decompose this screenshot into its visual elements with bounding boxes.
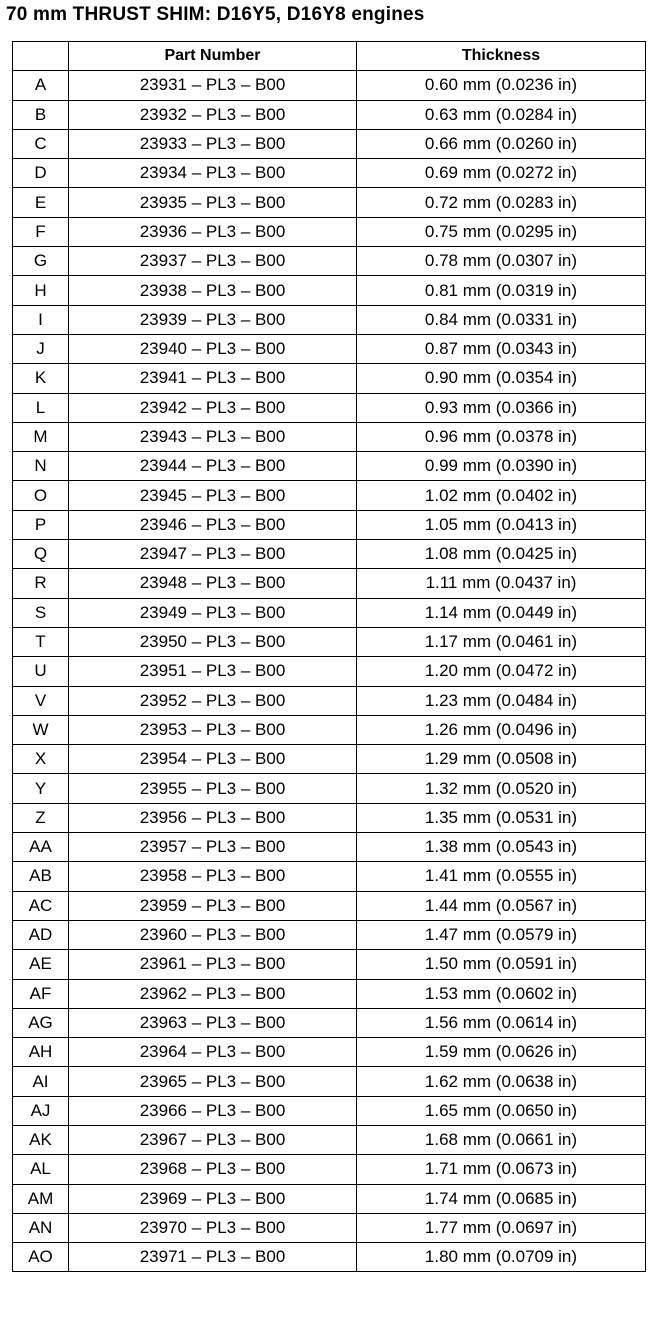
shim-code-cell: AF [13,979,69,1008]
shim-code-cell: AN [13,1213,69,1242]
part-number-cell: 23945 – PL3 – B00 [69,481,357,510]
part-number-cell: 23957 – PL3 – B00 [69,833,357,862]
shim-code-cell: X [13,745,69,774]
part-number-cell: 23951 – PL3 – B00 [69,657,357,686]
thickness-cell: 0.96 mm (0.0378 in) [357,422,646,451]
part-number-cell: 23969 – PL3 – B00 [69,1184,357,1213]
thickness-cell: 1.29 mm (0.0508 in) [357,745,646,774]
thickness-cell: 1.32 mm (0.0520 in) [357,774,646,803]
shim-code-cell: AL [13,1155,69,1184]
shim-code-cell: AD [13,920,69,949]
part-number-cell: 23970 – PL3 – B00 [69,1213,357,1242]
thickness-cell: 1.50 mm (0.0591 in) [357,950,646,979]
part-number-cell: 23946 – PL3 – B00 [69,510,357,539]
table-row [13,1067,646,1096]
part-number-cell: 23942 – PL3 – B00 [69,393,357,422]
shim-code-cell: AC [13,891,69,920]
table-row [13,276,646,305]
header-row [13,42,646,71]
table-row [13,217,646,246]
part-number-cell: 23947 – PL3 – B00 [69,540,357,569]
table-row [13,950,646,979]
shim-code-cell: I [13,305,69,334]
part-number-cell: 23936 – PL3 – B00 [69,217,357,246]
shim-code-cell: D [13,159,69,188]
thickness-cell: 0.87 mm (0.0343 in) [357,334,646,363]
shim-code-cell: Y [13,774,69,803]
page-title: 70 mm THRUST SHIM: D16Y5, D16Y8 engines [6,4,425,25]
part-number-cell: 23955 – PL3 – B00 [69,774,357,803]
table-row [13,1096,646,1125]
table-row [13,569,646,598]
shim-code-cell: AI [13,1067,69,1096]
table-row [13,1008,646,1037]
shim-code-cell: R [13,569,69,598]
shim-code-cell: O [13,481,69,510]
thickness-cell: 1.77 mm (0.0697 in) [357,1213,646,1242]
shim-code-cell: AH [13,1038,69,1067]
shim-code-cell: L [13,393,69,422]
part-number-cell: 23937 – PL3 – B00 [69,247,357,276]
thickness-cell: 0.69 mm (0.0272 in) [357,159,646,188]
part-number-cell: 23948 – PL3 – B00 [69,569,357,598]
thrust-shim-table [12,41,646,1272]
thickness-cell: 1.08 mm (0.0425 in) [357,540,646,569]
table-row [13,540,646,569]
shim-code-cell: T [13,627,69,656]
thickness-cell: 1.68 mm (0.0661 in) [357,1125,646,1154]
table-row [13,715,646,744]
header-part-number: Part Number [69,42,357,71]
thickness-cell: 0.99 mm (0.0390 in) [357,452,646,481]
shim-code-cell: V [13,686,69,715]
shim-code-cell: S [13,598,69,627]
thickness-cell: 1.11 mm (0.0437 in) [357,569,646,598]
part-number-cell: 23943 – PL3 – B00 [69,422,357,451]
shim-code-cell: Q [13,540,69,569]
table-row [13,481,646,510]
thickness-cell: 0.66 mm (0.0260 in) [357,129,646,158]
table-row [13,1243,646,1272]
shim-code-cell: C [13,129,69,158]
table-row [13,100,646,129]
shim-code-cell: A [13,71,69,100]
shim-code-cell: F [13,217,69,246]
part-number-cell: 23941 – PL3 – B00 [69,364,357,393]
table-row [13,833,646,862]
part-number-cell: 23944 – PL3 – B00 [69,452,357,481]
table-row [13,129,646,158]
shim-code-cell: E [13,188,69,217]
thickness-cell: 1.53 mm (0.0602 in) [357,979,646,1008]
thickness-cell: 1.56 mm (0.0614 in) [357,1008,646,1037]
table-row [13,657,646,686]
part-number-cell: 23952 – PL3 – B00 [69,686,357,715]
table-row [13,1213,646,1242]
part-number-cell: 23967 – PL3 – B00 [69,1125,357,1154]
shim-code-cell: U [13,657,69,686]
part-number-cell: 23962 – PL3 – B00 [69,979,357,1008]
table-row [13,305,646,334]
shim-code-cell: G [13,247,69,276]
part-number-cell: 23964 – PL3 – B00 [69,1038,357,1067]
thickness-cell: 1.62 mm (0.0638 in) [357,1067,646,1096]
table-row [13,1155,646,1184]
table-row [13,862,646,891]
thickness-cell: 0.90 mm (0.0354 in) [357,364,646,393]
thickness-cell: 1.41 mm (0.0555 in) [357,862,646,891]
table-row [13,364,646,393]
shim-code-cell: H [13,276,69,305]
thickness-cell: 1.14 mm (0.0449 in) [357,598,646,627]
part-number-cell: 23968 – PL3 – B00 [69,1155,357,1184]
shim-code-cell: AO [13,1243,69,1272]
shim-code-cell: W [13,715,69,744]
part-number-cell: 23963 – PL3 – B00 [69,1008,357,1037]
part-number-cell: 23940 – PL3 – B00 [69,334,357,363]
thickness-cell: 0.63 mm (0.0284 in) [357,100,646,129]
table-row [13,686,646,715]
part-number-cell: 23950 – PL3 – B00 [69,627,357,656]
shim-code-cell: AJ [13,1096,69,1125]
thickness-cell: 0.93 mm (0.0366 in) [357,393,646,422]
thickness-cell: 1.20 mm (0.0472 in) [357,657,646,686]
table-body [13,71,646,1272]
table-row [13,1038,646,1067]
table-header [13,42,646,71]
thickness-cell: 1.26 mm (0.0496 in) [357,715,646,744]
shim-code-cell: AA [13,833,69,862]
part-number-cell: 23934 – PL3 – B00 [69,159,357,188]
part-number-cell: 23932 – PL3 – B00 [69,100,357,129]
thickness-cell: 0.75 mm (0.0295 in) [357,217,646,246]
thickness-cell: 0.72 mm (0.0283 in) [357,188,646,217]
thickness-cell: 0.81 mm (0.0319 in) [357,276,646,305]
thickness-cell: 1.02 mm (0.0402 in) [357,481,646,510]
shim-code-cell: Z [13,803,69,832]
part-number-cell: 23958 – PL3 – B00 [69,862,357,891]
thickness-cell: 0.60 mm (0.0236 in) [357,71,646,100]
shim-code-cell: AK [13,1125,69,1154]
shim-code-cell: P [13,510,69,539]
header-code [13,42,69,71]
shim-code-cell: AM [13,1184,69,1213]
part-number-cell: 23939 – PL3 – B00 [69,305,357,334]
table-row [13,1125,646,1154]
part-number-cell: 23954 – PL3 – B00 [69,745,357,774]
table-row [13,891,646,920]
part-number-cell: 23959 – PL3 – B00 [69,891,357,920]
table-row [13,422,646,451]
part-number-cell: 23971 – PL3 – B00 [69,1243,357,1272]
table-row [13,745,646,774]
part-number-cell: 23960 – PL3 – B00 [69,920,357,949]
part-number-cell: 23966 – PL3 – B00 [69,1096,357,1125]
shim-code-cell: AG [13,1008,69,1037]
part-number-cell: 23935 – PL3 – B00 [69,188,357,217]
table-row [13,393,646,422]
table-row [13,803,646,832]
table-row [13,71,646,100]
table-row [13,979,646,1008]
table-row [13,334,646,363]
thickness-cell: 1.65 mm (0.0650 in) [357,1096,646,1125]
part-number-cell: 23949 – PL3 – B00 [69,598,357,627]
shim-code-cell: J [13,334,69,363]
part-number-cell: 23931 – PL3 – B00 [69,71,357,100]
table-row [13,627,646,656]
part-number-cell: 23961 – PL3 – B00 [69,950,357,979]
thickness-cell: 0.84 mm (0.0331 in) [357,305,646,334]
table-row [13,510,646,539]
table-row [13,774,646,803]
table-row [13,188,646,217]
thickness-cell: 1.44 mm (0.0567 in) [357,891,646,920]
part-number-cell: 23933 – PL3 – B00 [69,129,357,158]
part-number-cell: 23956 – PL3 – B00 [69,803,357,832]
thickness-cell: 1.59 mm (0.0626 in) [357,1038,646,1067]
thickness-cell: 1.17 mm (0.0461 in) [357,627,646,656]
table-row [13,159,646,188]
table-row [13,452,646,481]
table-row [13,1184,646,1213]
shim-code-cell: AE [13,950,69,979]
thickness-cell: 1.38 mm (0.0543 in) [357,833,646,862]
shim-code-cell: K [13,364,69,393]
part-number-cell: 23953 – PL3 – B00 [69,715,357,744]
shim-code-cell: B [13,100,69,129]
part-number-cell: 23938 – PL3 – B00 [69,276,357,305]
shim-code-cell: AB [13,862,69,891]
table-row [13,598,646,627]
table-row [13,920,646,949]
header-thickness: Thickness [357,42,646,71]
thickness-cell: 1.05 mm (0.0413 in) [357,510,646,539]
table-row [13,247,646,276]
shim-code-cell: M [13,422,69,451]
thickness-cell: 0.78 mm (0.0307 in) [357,247,646,276]
thickness-cell: 1.47 mm (0.0579 in) [357,920,646,949]
part-number-cell: 23965 – PL3 – B00 [69,1067,357,1096]
thickness-cell: 1.35 mm (0.0531 in) [357,803,646,832]
thickness-cell: 1.74 mm (0.0685 in) [357,1184,646,1213]
thickness-cell: 1.23 mm (0.0484 in) [357,686,646,715]
thickness-cell: 1.71 mm (0.0673 in) [357,1155,646,1184]
shim-code-cell: N [13,452,69,481]
thickness-cell: 1.80 mm (0.0709 in) [357,1243,646,1272]
